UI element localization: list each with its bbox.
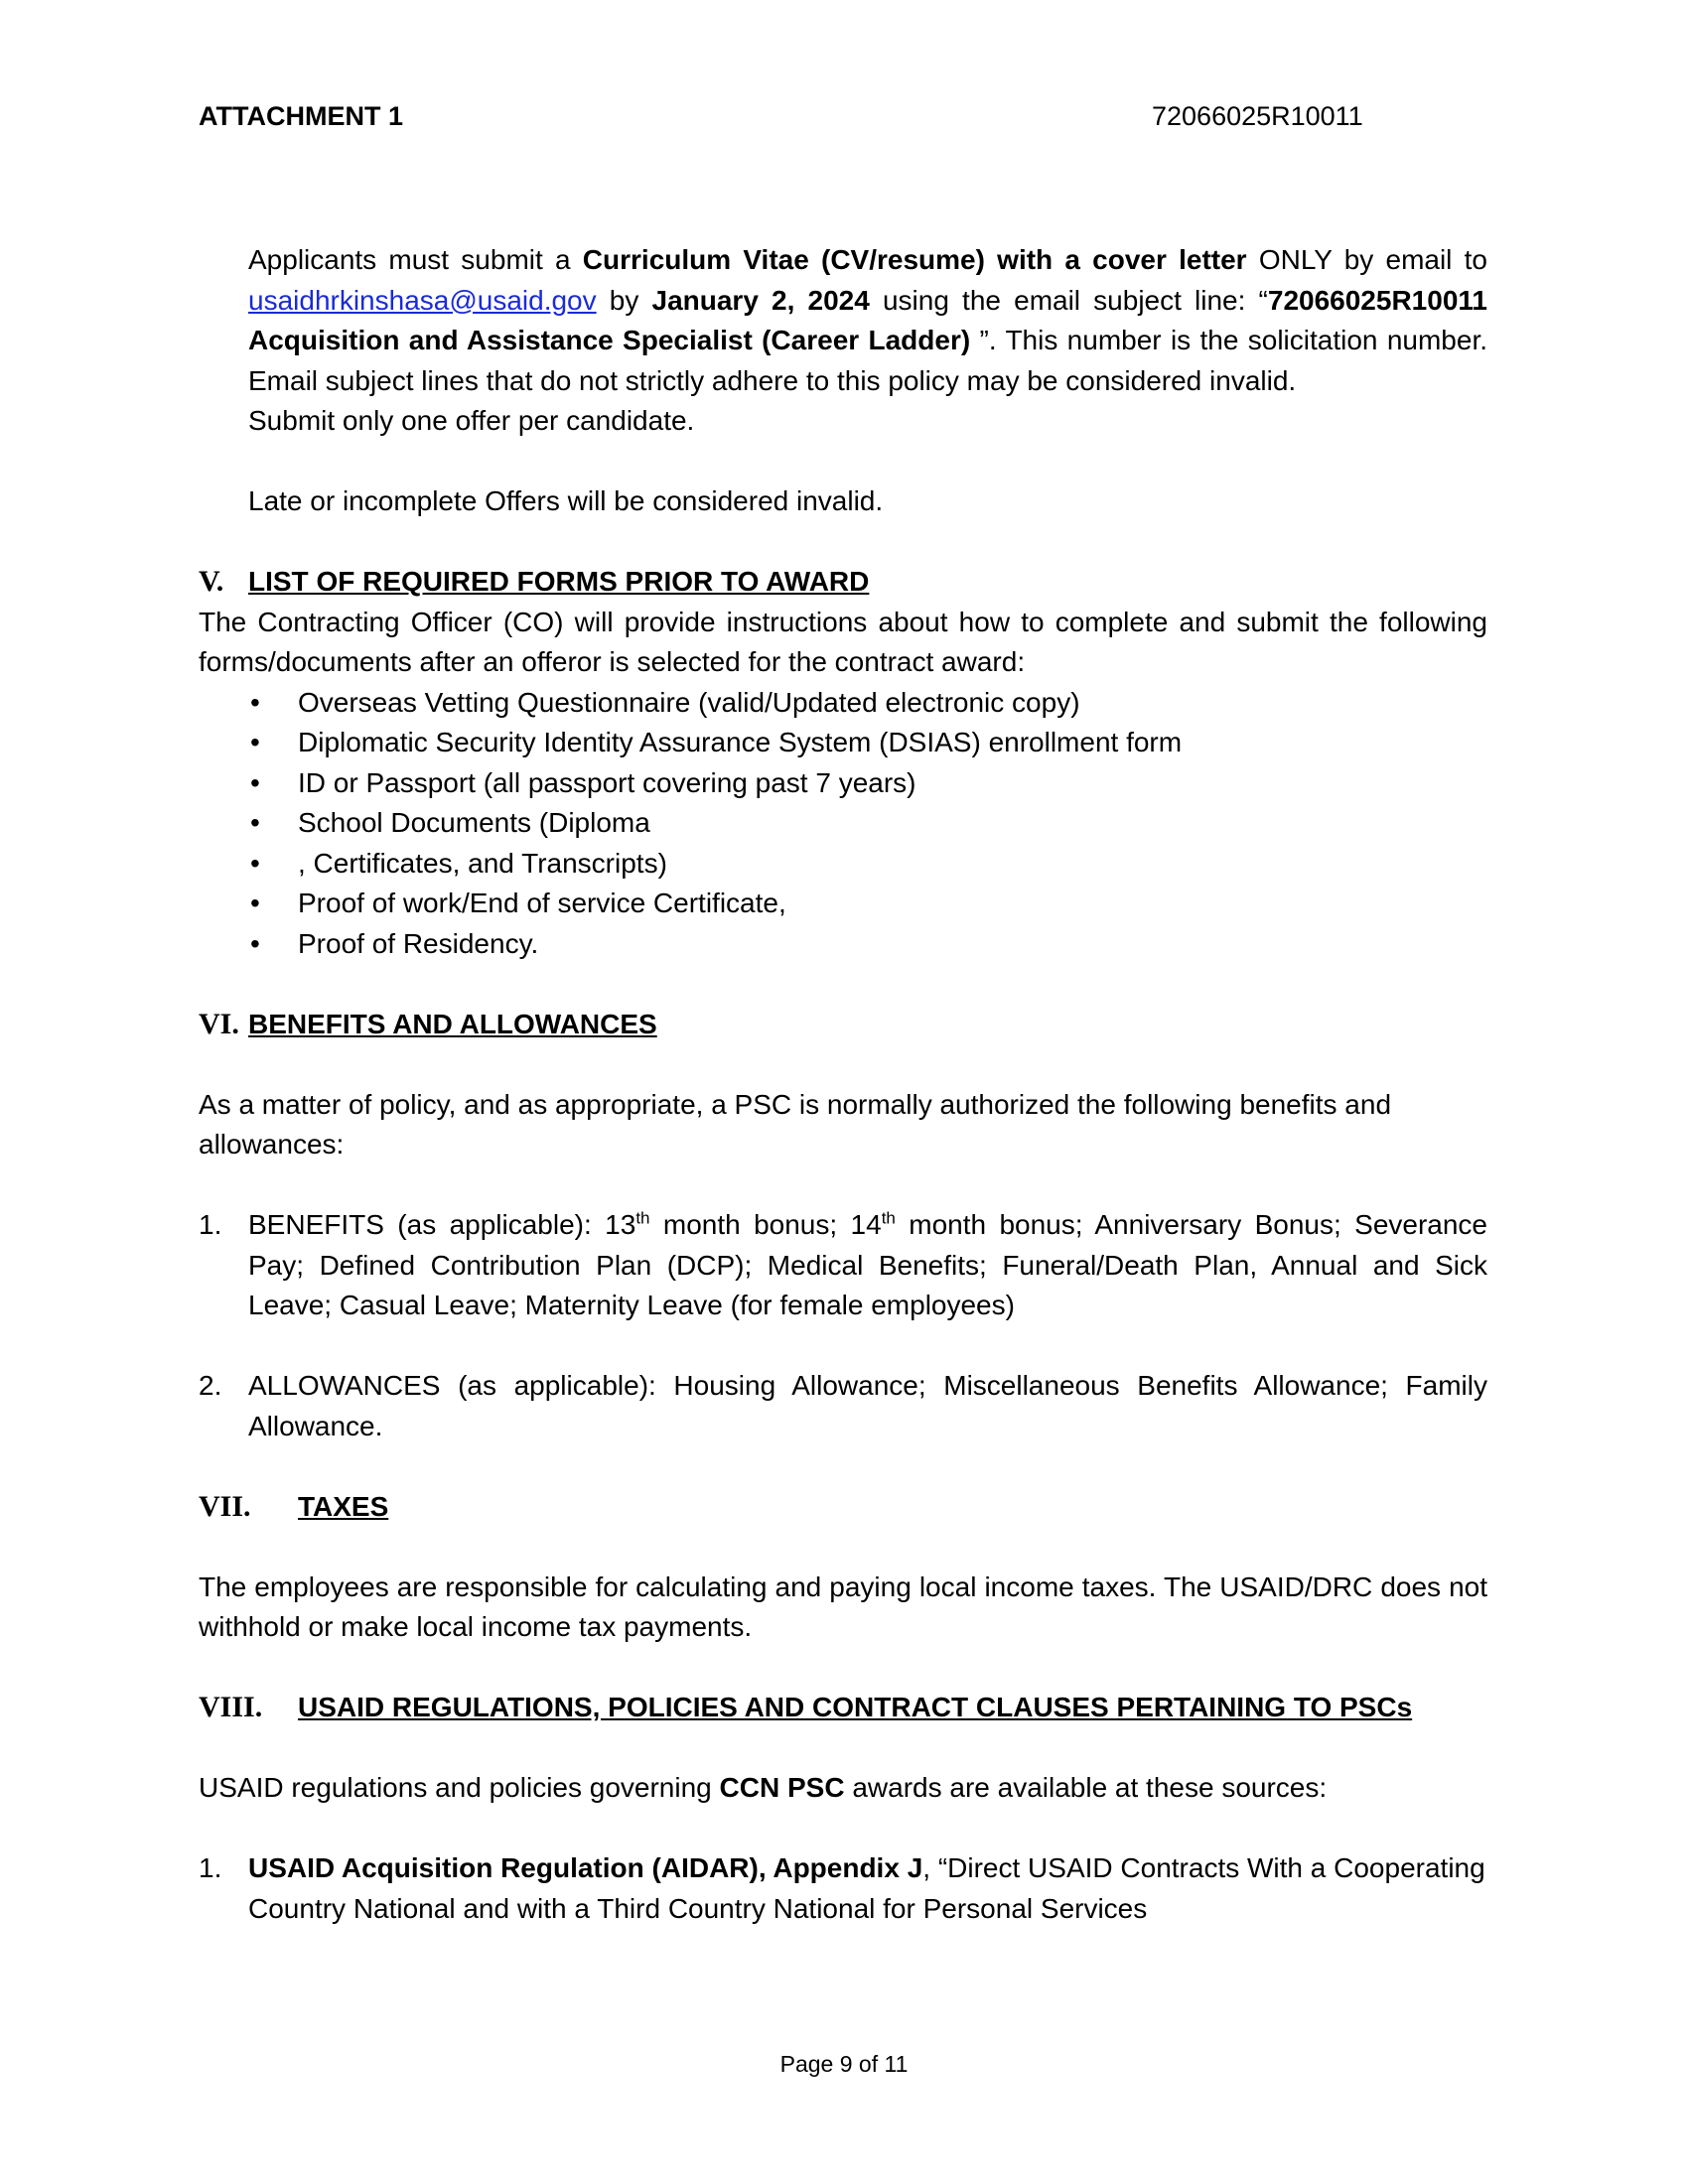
benefits-text-a: BENEFITS (as applicable): 13 [248, 1209, 636, 1240]
list-item [248, 723, 1487, 763]
section-regulations [199, 1688, 1487, 1929]
allowances-list [199, 1366, 1487, 1446]
bullet-icon: • [250, 887, 260, 918]
page-number: Page 9 of 11 [779, 2051, 909, 2077]
bullet-icon: • [250, 847, 260, 879]
list-item-text: Diplomatic Security Identity Assurance System (DSIAS) enrollment form [298, 727, 1183, 757]
superscript: th [881, 1208, 896, 1228]
benefits-list [199, 1205, 1487, 1326]
email-link[interactable]: usaidhrkinshasa@usaid.gov [248, 284, 597, 316]
body-text-b: awards are available at these sources: [844, 1772, 1328, 1803]
section-body: The employees are responsible for calculating and paying local income taxes. The USAID/DRC does not withhold or make local income tax payments. [199, 1570, 1487, 1642]
list-item [248, 763, 1487, 804]
solicitation-number: 72066025R10011 [1152, 101, 1363, 131]
list-item [248, 844, 1487, 885]
section-title: LIST OF REQUIRED FORMS PRIOR TO AWARD [248, 566, 870, 597]
list-item-text: ID or Passport (all passport covering past 7 years) [298, 766, 916, 798]
section-heading [199, 1688, 1487, 1728]
section-title: BENEFITS AND ALLOWANCES [248, 1008, 657, 1039]
benefits-text-b: month bonus; 14 [649, 1209, 882, 1240]
list-item [248, 683, 1487, 724]
intro-text-4: using the email subject line: “ [869, 284, 1268, 316]
section-body: The Contracting Officer (CO) will provide instructions about how to complete and submit the following forms/documents after an offeror is selected for the contract award: [199, 606, 1487, 677]
section-benefits [199, 1005, 1487, 1447]
section-title: USAID REGULATIONS, POLICIES AND CONTRACT CLAUSES PERTAINING TO PSCs [298, 1692, 1413, 1722]
allowances-item [199, 1366, 1487, 1446]
section-heading [199, 562, 1487, 603]
section-heading [199, 1005, 1487, 1045]
list-item [248, 884, 1487, 924]
section-body: As a matter of policy, and as appropriate, a PSC is normally authorized the following benefits and allowances: [199, 1088, 1392, 1160]
submission-instructions [199, 240, 1487, 522]
cv-requirement: Curriculum Vitae (CV/resume) with a cover letter [582, 244, 1247, 275]
section-body [199, 1768, 1487, 1809]
body-text-a: USAID regulations and policies governing [199, 1772, 720, 1803]
bullet-icon: • [250, 766, 260, 798]
submission-paragraph [248, 240, 1487, 401]
ccn-psc: CCN PSC [719, 1772, 845, 1803]
section-numeral: V. [199, 565, 224, 598]
regulation-sources-list [199, 1848, 1487, 1929]
list-item-text: Overseas Vetting Questionnaire (valid/Updated electronic copy) [298, 686, 1080, 718]
intro-text-5: ”. This number is the solicitation number. Email subject lines that do not strictly adhere to this policy may be considered invalid. [248, 325, 1488, 396]
late-offers-note: Late or incomplete Offers will be considered invalid. [248, 485, 884, 516]
intro-text-2: ONLY by email to [1246, 244, 1487, 275]
list-item-text: Proof of work/End of service Certificate, [298, 887, 786, 918]
section-heading [199, 1487, 1487, 1528]
allowances-text: ALLOWANCES (as applicable): Housing Allowance; Miscellaneous Benefits Allowance; Family Allowance. [248, 1370, 1487, 1441]
regulation-source-item [199, 1848, 1487, 1929]
bullet-icon: • [250, 807, 260, 838]
bullet-icon: • [250, 927, 260, 959]
list-item-text: School Documents (Diploma [298, 807, 650, 838]
deadline-date: January 2, 2024 [651, 284, 870, 316]
section-numeral: VII. [199, 1489, 251, 1523]
bullet-icon: • [250, 686, 260, 718]
section-taxes [199, 1487, 1487, 1648]
page-body [199, 240, 1487, 1929]
email-subject-line: 72066025R10011 Acquisition and Assistance Specialist (Career Ladder) [248, 284, 1487, 355]
intro-text-3: by [596, 284, 652, 316]
list-item-text: Proof of Residency. [298, 927, 539, 959]
page-footer [0, 2051, 1688, 2078]
benefits-text-c: month bonus; Anniversary Bonus; Severance Pay; Defined Contribution Plan (DCP); Medical Benefits; Funeral/Death Plan, Annual and Sick Leave; Casual Leave; Maternity Leave (for female employees) [248, 1209, 1488, 1320]
one-offer-note: Submit only one offer per candidate. [248, 405, 695, 436]
list-item [248, 924, 1487, 965]
bullet-icon: • [250, 727, 260, 757]
section-required-forms [199, 562, 1487, 964]
section-numeral: VI. [199, 1007, 239, 1040]
intro-text-1: Applicants must submit a [248, 244, 583, 275]
section-title: TAXES [298, 1490, 389, 1522]
attachment-label: ATTACHMENT 1 [199, 101, 403, 131]
aidar-description: , “Direct USAID Contracts With a Cooperating Country National and with a Third Country National for Personal Services [248, 1852, 1485, 1924]
aidar-title: USAID Acquisition Regulation (AIDAR), Appendix J [248, 1852, 923, 1883]
list-item-text: , Certificates, and Transcripts) [298, 847, 667, 879]
superscript: th [635, 1208, 650, 1228]
item-number: 1. [199, 1209, 222, 1240]
section-numeral: VIII. [199, 1691, 263, 1723]
list-item [248, 803, 1487, 844]
required-forms-list [199, 683, 1487, 965]
item-number: 2. [199, 1370, 222, 1401]
item-number: 1. [199, 1852, 222, 1883]
benefits-item [199, 1205, 1487, 1326]
